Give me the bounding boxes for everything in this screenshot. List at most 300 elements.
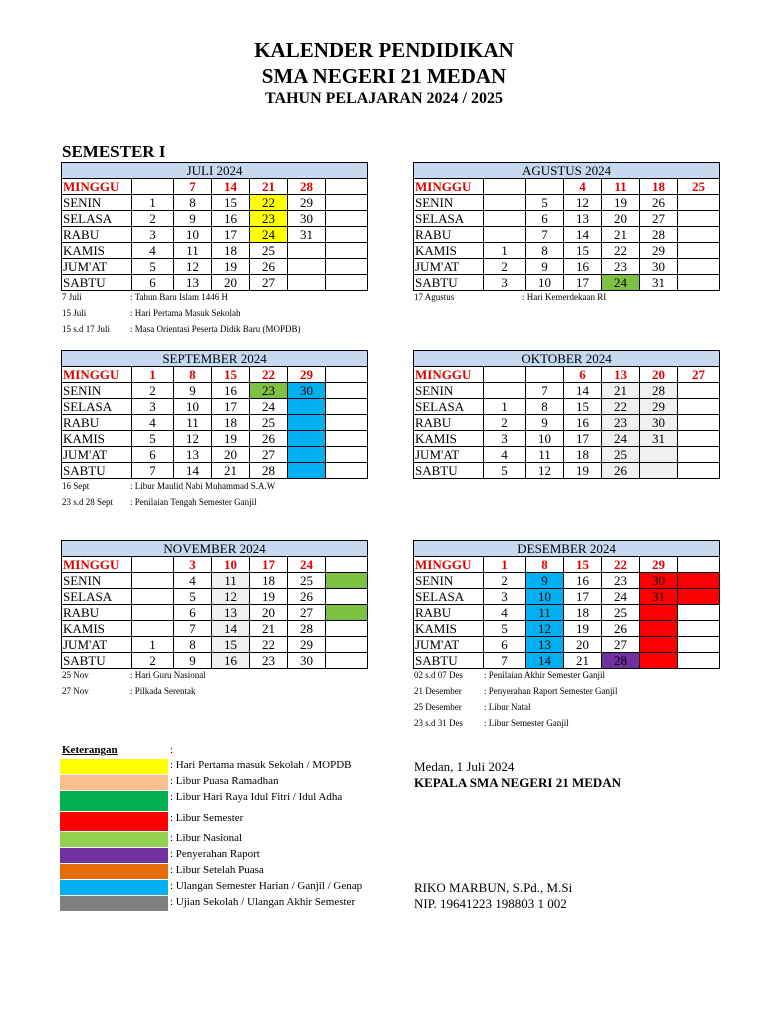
date-cell: 8 [526,399,564,415]
date-cell: 21 [602,227,640,243]
note-date: 25 Nov [62,670,89,680]
legend-title: Keterangan [62,744,118,756]
date-cell: 19 [250,589,288,605]
date-cell [288,243,326,259]
date-cell: 22 [602,399,640,415]
date-cell: 1 [132,367,174,383]
date-cell: 24 [288,557,326,573]
date-cell: 22 [602,557,640,573]
date-cell [132,589,174,605]
date-cell [288,431,326,447]
date-cell: 25 [250,415,288,431]
date-cell: 4 [484,605,526,621]
date-cell: 6 [526,211,564,227]
date-cell: 1 [484,557,526,573]
day-label: MINGGU [414,367,484,383]
legend-item [60,864,390,879]
day-label: SENIN [414,383,484,399]
date-cell: 24 [602,431,640,447]
date-cell: 1 [132,195,174,211]
date-cell: 27 [250,275,288,291]
date-cell: 23 [250,383,288,399]
date-cell: 26 [640,195,678,211]
legend-swatch [60,791,168,811]
date-cell: 6 [174,605,212,621]
date-cell: 25 [602,447,640,463]
date-cell [326,179,368,195]
date-cell: 17 [564,431,602,447]
date-cell: 28 [288,621,326,637]
date-cell: 10 [526,275,564,291]
date-cell [678,605,720,621]
date-cell: 11 [526,447,564,463]
note-date: 02 s.d 07 Des [414,670,463,680]
date-cell [526,367,564,383]
date-cell: 3 [484,431,526,447]
date-cell [484,179,526,195]
day-label: SENIN [62,573,132,589]
month-title: OKTOBER 2024 [414,351,720,367]
date-cell: 27 [678,367,720,383]
date-cell: 1 [132,637,174,653]
legend-label: : Penyerahan Raport [170,848,260,860]
date-cell [678,447,720,463]
date-cell: 19 [212,259,250,275]
date-cell [678,415,720,431]
date-cell: 5 [484,463,526,479]
date-cell: 26 [250,431,288,447]
date-cell: 26 [288,589,326,605]
signature-nip: NIP. 19641223 198803 1 002 [414,896,567,911]
signature-name: RIKO MARBUN, S.Pd., M.Si [414,880,573,895]
date-cell: 5 [484,621,526,637]
date-cell: 13 [602,367,640,383]
note-date: 16 Sept [62,481,90,491]
date-cell: 12 [526,621,564,637]
date-cell: 14 [526,653,564,669]
date-cell: 14 [212,179,250,195]
legend-label: : Libur Semester [170,812,244,824]
date-cell: 12 [174,431,212,447]
date-cell: 17 [564,589,602,605]
date-cell: 26 [250,259,288,275]
date-cell: 4 [564,179,602,195]
date-cell: 30 [288,383,326,399]
date-cell [484,227,526,243]
date-cell: 25 [250,243,288,259]
date-cell [326,211,368,227]
legend-swatch [60,880,168,895]
date-cell: 20 [602,211,640,227]
date-cell: 18 [640,179,678,195]
date-cell: 5 [526,195,564,211]
day-label: KAMIS [62,243,132,259]
date-cell [640,463,678,479]
date-cell: 22 [250,367,288,383]
date-cell: 25 [678,179,720,195]
day-label: MINGGU [62,557,132,573]
date-cell [484,383,526,399]
date-cell: 20 [564,637,602,653]
day-label: KAMIS [414,243,484,259]
date-cell [288,415,326,431]
signature-place-date: Medan, 1 Juli 2024 [414,759,515,774]
date-cell: 29 [288,367,326,383]
date-cell: 16 [212,653,250,669]
date-cell: 13 [212,605,250,621]
date-cell: 15 [564,557,602,573]
date-cell: 2 [132,653,174,669]
date-cell: 16 [212,383,250,399]
date-cell [326,367,368,383]
date-cell [326,227,368,243]
date-cell [678,637,720,653]
date-cell: 26 [602,621,640,637]
day-label: JUM'AT [414,637,484,653]
legend-item [60,791,390,811]
date-cell: 5 [132,259,174,275]
date-cell [484,211,526,227]
date-cell [484,195,526,211]
date-cell: 8 [174,195,212,211]
school-name: SMA NEGERI 21 MEDAN [261,64,507,88]
date-cell: 3 [174,557,212,573]
date-cell: 3 [484,275,526,291]
date-cell: 18 [564,447,602,463]
date-cell: 8 [174,637,212,653]
date-cell [326,463,368,479]
note-text: : Libur Maulid Nabi Muhammad S.A.W [130,481,276,491]
date-cell [326,431,368,447]
date-cell: 2 [132,383,174,399]
day-label: SELASA [62,399,132,415]
date-cell: 6 [484,637,526,653]
date-cell [326,275,368,291]
legend-swatch [60,848,168,863]
date-cell: 3 [132,399,174,415]
date-cell [640,621,678,637]
day-label: SELASA [414,211,484,227]
date-cell: 14 [174,463,212,479]
date-cell: 27 [288,605,326,621]
date-cell: 13 [526,637,564,653]
day-label: KAMIS [62,621,132,637]
calendar-6 [413,540,720,669]
date-cell: 19 [602,195,640,211]
note-text: : Penilaian Tengah Semester Ganjil [130,497,257,507]
date-cell: 7 [132,463,174,479]
day-label: JUM'AT [62,637,132,653]
date-cell: 13 [564,211,602,227]
date-cell: 24 [602,589,640,605]
date-cell: 23 [250,653,288,669]
note-text: : Penilaian Akhir Semester Ganjil [484,670,605,680]
date-cell: 27 [640,211,678,227]
date-cell: 22 [250,195,288,211]
date-cell [678,195,720,211]
date-cell: 28 [640,227,678,243]
legend-swatch [60,775,168,790]
day-label: KAMIS [414,431,484,447]
date-cell: 28 [640,383,678,399]
date-cell: 18 [250,573,288,589]
note-date: 15 s.d 17 Juli [62,324,111,334]
day-label: SENIN [62,195,132,211]
semester-heading: SEMESTER I [62,142,166,161]
date-cell: 2 [484,573,526,589]
doc-title: KALENDER PENDIDIKAN [254,38,514,62]
day-label: SELASA [62,211,132,227]
date-cell: 1 [484,243,526,259]
date-cell: 29 [288,195,326,211]
date-cell: 16 [564,259,602,275]
date-cell: 25 [602,605,640,621]
date-cell [326,415,368,431]
date-cell [678,399,720,415]
legend-label: : Ujian Sekolah / Ulangan Akhir Semester [170,896,356,908]
date-cell: 19 [564,463,602,479]
date-cell: 20 [250,605,288,621]
date-cell: 29 [640,557,678,573]
day-label: SENIN [62,383,132,399]
month-title: DESEMBER 2024 [414,541,720,557]
date-cell: 28 [602,653,640,669]
date-cell: 7 [484,653,526,669]
date-cell: 8 [526,557,564,573]
date-cell: 7 [174,621,212,637]
day-label: RABU [414,605,484,621]
date-cell: 28 [250,463,288,479]
date-cell: 30 [288,211,326,227]
calendar-4 [413,350,720,479]
date-cell [640,447,678,463]
date-cell [678,653,720,669]
date-cell [132,179,174,195]
date-cell [132,605,174,621]
day-label: SABTU [62,275,132,291]
date-cell [678,259,720,275]
date-cell: 31 [640,431,678,447]
date-cell: 15 [564,399,602,415]
legend-item [60,812,390,831]
date-cell: 9 [174,383,212,399]
date-cell [326,259,368,275]
date-cell: 4 [484,447,526,463]
date-cell: 14 [564,383,602,399]
date-cell: 18 [212,415,250,431]
date-cell: 8 [526,243,564,259]
date-cell [526,179,564,195]
date-cell: 17 [212,399,250,415]
legend-swatch [60,759,168,774]
day-label: SENIN [414,573,484,589]
note-text: : Penyerahan Raport Semester Ganjil [484,686,618,696]
day-label: SABTU [62,463,132,479]
calendar-5 [61,540,368,669]
date-cell: 9 [174,653,212,669]
legend-item [60,759,390,774]
day-label: SABTU [62,653,132,669]
date-cell: 10 [526,431,564,447]
date-cell [678,621,720,637]
date-cell: 15 [564,243,602,259]
date-cell: 16 [564,415,602,431]
day-label: RABU [62,227,132,243]
date-cell: 23 [602,259,640,275]
note-text: : Masa Orientasi Peserta Didik Baru (MOPDB) [130,324,301,334]
note-date: 7 Juli [62,292,82,302]
date-cell [288,447,326,463]
date-cell: 18 [564,605,602,621]
date-cell [678,557,720,573]
date-cell: 10 [174,227,212,243]
date-cell: 16 [564,573,602,589]
date-cell [326,653,368,669]
day-label: JUM'AT [62,447,132,463]
day-label: RABU [62,605,132,621]
date-cell: 1 [484,399,526,415]
day-label: SELASA [414,399,484,415]
date-cell [678,227,720,243]
academic-year: TAHUN PELAJARAN 2024 / 2025 [265,90,503,107]
date-cell: 21 [212,463,250,479]
date-cell [640,605,678,621]
date-cell: 9 [526,573,564,589]
date-cell: 6 [564,367,602,383]
date-cell: 2 [132,211,174,227]
date-cell [640,653,678,669]
date-cell: 24 [250,399,288,415]
day-label: SABTU [414,653,484,669]
day-label: SABTU [414,275,484,291]
date-cell [678,211,720,227]
calendar-2 [413,162,720,291]
date-cell [678,243,720,259]
date-cell: 30 [640,415,678,431]
date-cell: 30 [640,573,678,589]
day-label: RABU [414,415,484,431]
date-cell: 23 [602,573,640,589]
date-cell [640,637,678,653]
day-label: SELASA [62,589,132,605]
day-label: MINGGU [62,179,132,195]
note-text: : Libur Natal [484,702,531,712]
date-cell: 21 [602,383,640,399]
date-cell: 11 [174,243,212,259]
day-label: JUM'AT [414,447,484,463]
note-text: : Pilkada Serentak [130,686,196,696]
date-cell: 4 [132,243,174,259]
date-cell: 23 [602,415,640,431]
note-text: : Hari Pertama Masuk Sekolah [130,308,241,318]
date-cell: 7 [526,383,564,399]
date-cell: 25 [288,573,326,589]
date-cell: 31 [640,275,678,291]
date-cell: 7 [526,227,564,243]
month-title: SEPTEMBER 2024 [62,351,368,367]
month-title: JULI 2024 [62,163,368,179]
date-cell [288,259,326,275]
day-label: JUM'AT [414,259,484,275]
date-cell: 22 [602,243,640,259]
legend-label: : Hari Pertama masuk Sekolah / MOPDB [170,759,352,771]
date-cell: 11 [602,179,640,195]
legend-label: : Libur Setelah Puasa [170,864,264,876]
date-cell: 21 [250,621,288,637]
note-date: 27 Nov [62,686,89,696]
day-label: RABU [414,227,484,243]
date-cell: 17 [212,227,250,243]
day-label: RABU [62,415,132,431]
date-cell: 21 [564,653,602,669]
note-text: : Hari Kemerdekaan RI [522,292,607,302]
date-cell: 26 [602,463,640,479]
legend-label: : Libur Nasional [170,832,243,844]
calendar-3 [61,350,368,479]
day-label: KAMIS [62,431,132,447]
legend-swatch [60,832,168,847]
date-cell [326,557,368,573]
date-cell: 19 [212,431,250,447]
legend-item [60,880,390,895]
note-text: : Libur Semester Ganjil [484,718,569,728]
date-cell: 15 [212,367,250,383]
date-cell: 3 [132,227,174,243]
date-cell: 4 [132,415,174,431]
date-cell [288,399,326,415]
date-cell [678,431,720,447]
date-cell: 21 [250,179,288,195]
date-cell [484,367,526,383]
date-cell: 14 [212,621,250,637]
legend-label: : Libur Puasa Ramadhan [170,775,279,787]
legend-swatch [60,864,168,879]
date-cell [326,637,368,653]
date-cell: 13 [174,275,212,291]
date-cell [132,557,174,573]
date-cell [326,243,368,259]
note-date: 17 Agustus [414,292,455,302]
date-cell: 6 [132,275,174,291]
date-cell: 9 [526,259,564,275]
legend-colon: : [170,744,174,756]
day-label: KAMIS [414,621,484,637]
date-cell [132,573,174,589]
date-cell [326,605,368,621]
day-label: SABTU [414,463,484,479]
date-cell: 8 [174,367,212,383]
date-cell: 22 [250,637,288,653]
date-cell [678,463,720,479]
date-cell: 10 [174,399,212,415]
note-date: 15 Juli [62,308,87,318]
date-cell: 29 [288,637,326,653]
date-cell: 19 [564,621,602,637]
date-cell: 5 [174,589,212,605]
date-cell: 20 [640,367,678,383]
note-date: 23 s.d 28 Sept [62,497,114,507]
date-cell [678,589,720,605]
date-cell: 9 [174,211,212,227]
date-cell: 3 [484,589,526,605]
date-cell [326,621,368,637]
date-cell: 11 [526,605,564,621]
legend-swatch [60,896,168,911]
date-cell: 16 [212,211,250,227]
legend-swatch [60,812,168,831]
date-cell: 15 [212,195,250,211]
note-date: 21 Desember [414,686,462,696]
